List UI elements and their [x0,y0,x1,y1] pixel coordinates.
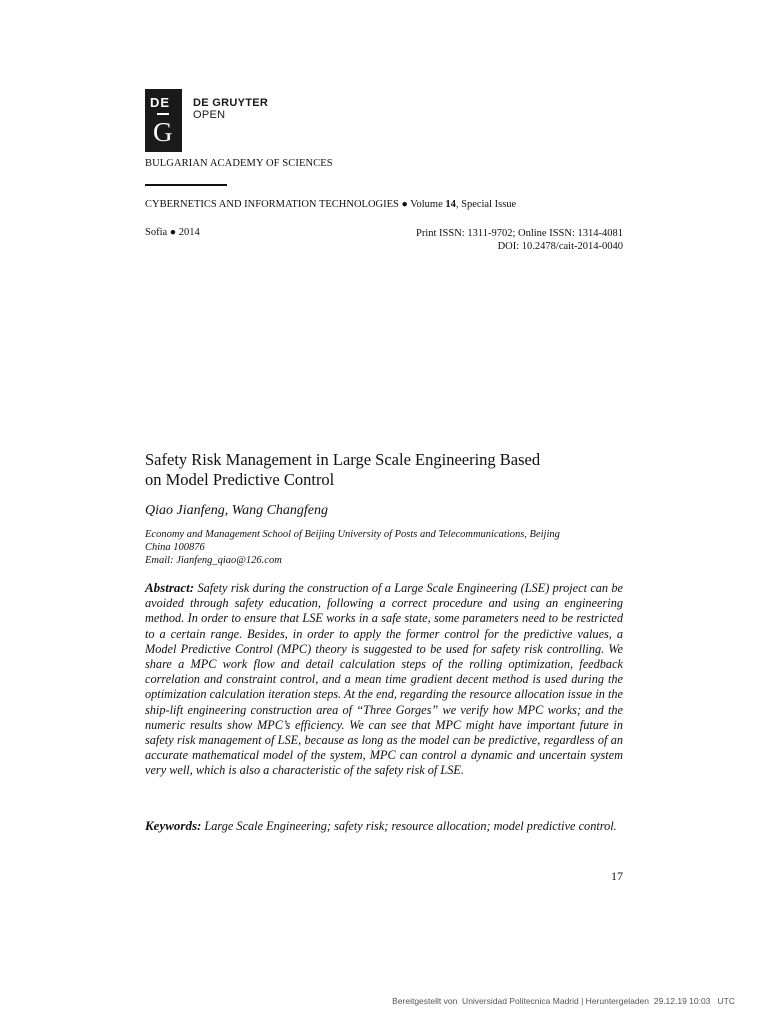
abstract [145,580,623,779]
issn-block [416,227,623,253]
issn-numbers: Print ISSN: 1311-9702; Online ISSN: 1314-4081 [416,228,623,239]
page-number: 17 [611,869,623,883]
publisher-name: DE GRUYTER [193,97,269,109]
keywords-text: Large Scale Engineering; safety risk; resource allocation; model predictive control. [204,819,617,833]
abstract-text: Safety risk during the construction of a Large Scale Engineering (LSE) project can be avoided through safety education, following a correct procedure and using an engineering method. In order to ensure that LSE works in a safe state, some parameters need to be restricted to a certain range. Besides, in order to apply the former control for the predictive values, a Model Predictive Control (MPC) theory is suggested to be used for safety risk controlling. We share a MPC work flow and detail calculation steps of the rolling optimization, feedback correlation and constraint control, and a mean time gradient decent method is used during the optimization calculation iteration steps. At the end, regarding the resource allocation issue in the ship-lift engineering construction area of “Three Gorges” we verify how MPC works; and the numeric results show MPC’s efficiency. We can see that MPC might have important future in safety risk management of LSE, because as long as the model can be predictive, regardless of an accurate mathematical model of the system, MPC can control a dynamic and uncertain system very well, which is also a characteristic of the safety risk of LSE. [145,581,624,778]
title-line-1: Safety Risk Management in Large Scale Engineering Based [145,450,541,469]
journal-line [145,199,516,210]
affiliation [145,528,623,567]
logo-bar [157,113,169,115]
journal-volume: 14 [445,199,456,210]
affiliation-line-1: Economy and Management School of Beijing University of Posts and Telecommunications, Beijing [145,529,560,540]
journal-suffix: , Special Issue [455,199,517,210]
keywords [145,818,623,834]
keywords-label: Keywords: [145,818,202,833]
article-title [145,450,625,490]
authors: Qiao Jianfeng, Wang Changfeng [145,503,329,518]
title-line-2: on Model Predictive Control [145,470,335,489]
journal-prefix: CYBERNETICS AND INFORMATION TECHNOLOGIES ● Volume [145,199,446,210]
author-email: Email: Jianfeng_qiao@126.com [145,555,282,566]
publisher-imprint: OPEN [193,109,226,121]
header-rule [145,184,227,186]
city-year: Sofia ● 2014 [145,227,200,238]
affiliation-line-2: China 100876 [145,542,205,553]
logo-letter-bottom: G [153,117,173,147]
logo-letters-top: DE [150,95,171,110]
logo-mark [145,89,182,152]
download-footer: Bereitgestellt von Universidad Politecnica Madrid | Heruntergeladen 29.12.19 10:03 UTC [392,996,735,1006]
academy-name: BULGARIAN ACADEMY OF SCIENCES [145,158,333,169]
abstract-label: Abstract: [145,580,195,595]
publisher-logo [145,89,269,152]
logo-wordmark [182,89,268,152]
doi: DOI: 10.2478/cait-2014-0040 [497,241,623,252]
